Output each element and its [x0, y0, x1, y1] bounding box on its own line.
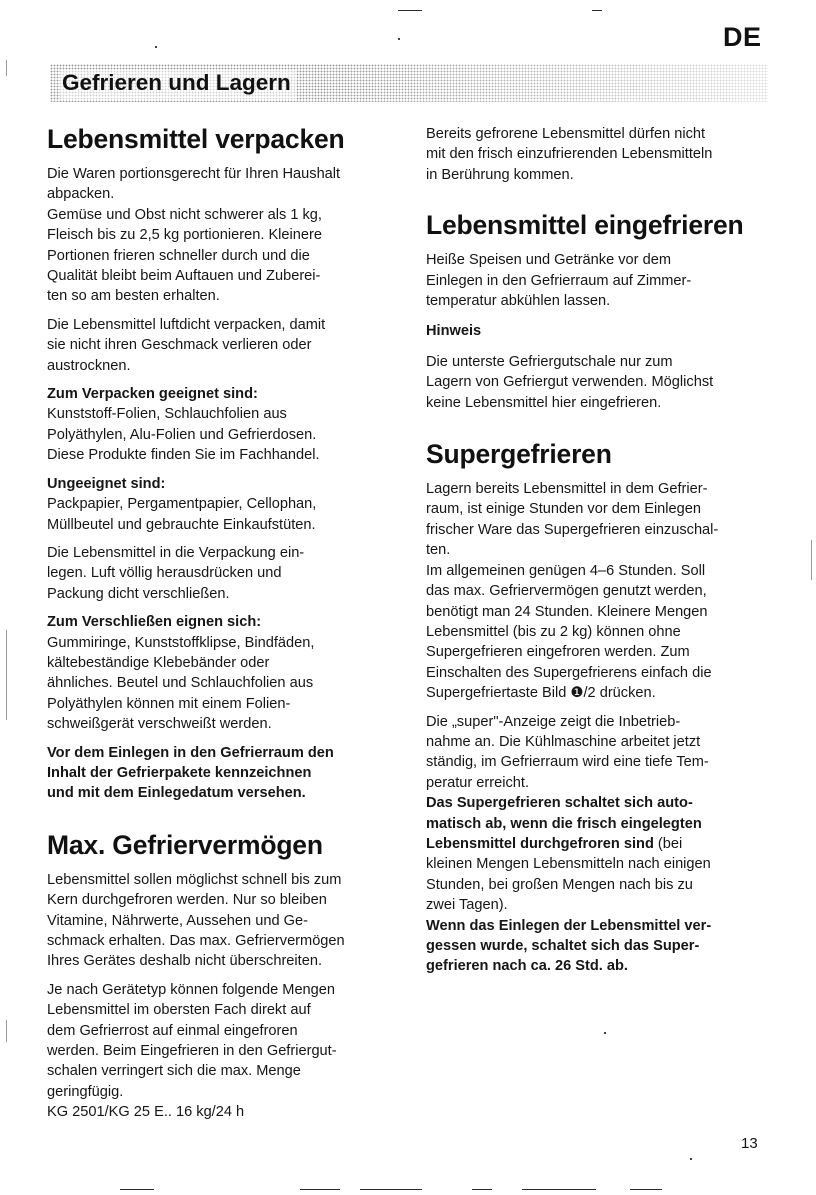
scan-dot: [155, 46, 157, 48]
paragraph: Je nach Gerätetyp können folgende Mengen Lebensmittel im obersten Fach direkt auf dem Gefrierrost auf einmal eingefroren werden. Beim Eingefrieren in den Gefriergut- schalen verringert sich die max. Menge geringfügig. KG 2501/KG 25 E.. 16 kg/24 h: [47, 981, 337, 1121]
paragraph: Kunststoff-Folien, Schlauchfolien aus Polyäthylen, Alu-Folien und Gefrierdosen. Diese Produkte finden Sie im Fachhandel.: [47, 406, 320, 464]
right-column: [426, 124, 771, 977]
chapter-title: Gefrieren und Lagern: [60, 70, 297, 100]
paragraph: Bereits gefrorene Lebensmittel dürfen nicht mit den frisch einzufrierenden Lebensmitteln in Berührung kommen.: [426, 126, 713, 183]
heading-lebensmittel-verpacken: Lebensmittel verpacken: [47, 124, 345, 154]
scan-mark: [120, 1189, 154, 1190]
heading-lebensmittel-eingefrieren: Lebensmittel eingefrieren: [426, 210, 744, 241]
scan-mark: [630, 1189, 662, 1190]
scan-mark: [6, 1020, 7, 1042]
heading-supergefrieren: Supergefrieren: [426, 439, 612, 470]
subheading-hinweis: Hinweis: [426, 323, 482, 340]
page-number: 13: [741, 1135, 758, 1152]
paragraph: Lagern bereits Lebensmittel in dem Gefrier- raum, ist einige Stunden vor dem Einlegen frischer Ware das Supergefrieren einzuschal- ten. Im allgemeinen genügen 4–6 Stunden. Soll das max. Gefriervermögen genutzt werden, benötigt man 24 Stunden. Kleinere Mengen Lebensmittel (bis zu 2 kg) können ohne Supergefrieren eingefroren werden. Zum Einschalten des Supergefrierens einfach die Supergefriertaste Bild ❶/2 drücken.: [426, 481, 719, 702]
bold-instruction: Vor dem Einlegen in den Gefrierraum den Inhalt der Gefrierpakete kennzeichnen und mit dem Einlegedatum versehen.: [47, 744, 334, 802]
bold-text: Das Supergefrieren schaltet sich auto- matisch ab, wenn die frisch eingelegten Lebensmittel durchgefroren sind: [426, 795, 702, 852]
scan-mark: [398, 10, 422, 11]
paragraph: Lebensmittel sollen möglichst schnell bis zum Kern durchgefroren werden. Nur so bleiben Vitamine, Nährwerte, Aussehen und Ge- schmack erhalten. Das max. Gefriervermögen Ihres Gerätes deshalb nicht überschreiten.: [47, 871, 345, 970]
paragraph: Packpapier, Pergamentpapier, Cellophan, Müllbeutel und gebrauchte Einkaufstüten.: [47, 496, 317, 533]
paragraph: Die Waren portionsgerecht für Ihren Haushalt abpacken. Gemüse und Obst nicht schwerer als 1 kg, Fleisch bis zu 2,5 kg portionieren. Kleinere Portionen frieren schneller durch und die Qualität bleibt beim Auftauen und Zuberei- ten so am besten erhalten.: [47, 166, 341, 305]
paragraph: Die Lebensmittel in die Verpackung ein- legen. Luft völlig herausdrücken und Packung dicht verschließen.: [47, 544, 305, 602]
subheading: Zum Verschließen eignen sich:: [47, 614, 262, 631]
bold-instruction: Wenn das Einlegen der Lebensmittel ver- gessen wurde, schaltet sich das Super- gefrieren nach ca. 26 Std. ab.: [426, 917, 712, 975]
paragraph: Die Lebensmittel luftdicht verpacken, damit sie nicht ihren Geschmack verlieren oder austrocknen.: [47, 316, 326, 374]
subheading: Ungeeignet sind:: [47, 475, 166, 492]
scan-dot: [398, 38, 400, 40]
scan-mark: [592, 10, 602, 11]
scan-mark: [6, 60, 7, 76]
regular-text: (bei kleinen Mengen Lebensmitteln nach einigen Stunden, bei großen Mengen nach bis zu zwei Tagen).: [426, 835, 711, 914]
paragraph-mixed: [426, 793, 771, 915]
scan-dot: [690, 1158, 692, 1160]
paragraph: Heiße Speisen und Getränke vor dem Einlegen in den Gefrierraum auf Zimmer- temperatur abkühlen lassen.: [426, 252, 692, 310]
scan-dot: [604, 1032, 606, 1034]
paragraph: Die „super"-Anzeige zeigt die Inbetrieb- nahme an. Die Kühlmaschine arbeitet jetzt ständig, im Gefrierraum wird eine tiefe Tem- peratur erreicht.: [426, 713, 709, 791]
left-column: [47, 120, 392, 1123]
paragraph: Gummiringe, Kunststoffklipse, Bindfäden, kältebeständige Klebebänder oder ähnliches. Beutel und Schlauchfolien aus Polyäthylen können mit einem Folien- schweißgerät verschweißt werden.: [47, 634, 315, 733]
scan-mark: [522, 1189, 596, 1190]
scan-mark: [811, 540, 812, 580]
scan-mark: [300, 1189, 340, 1190]
scan-mark: [6, 630, 7, 720]
scan-mark: [472, 1189, 492, 1190]
scan-mark: [360, 1189, 422, 1190]
heading-max-gefriervermoegen: Max. Gefriervermögen: [47, 829, 323, 860]
paragraph: Die unterste Gefriergutschale nur zum Lagern von Gefriergut verwenden. Möglichst keine Lebensmittel hier eingefrieren.: [426, 353, 714, 411]
subheading: Zum Verpacken geeignet sind:: [47, 386, 258, 403]
language-code: DE: [723, 22, 762, 52]
